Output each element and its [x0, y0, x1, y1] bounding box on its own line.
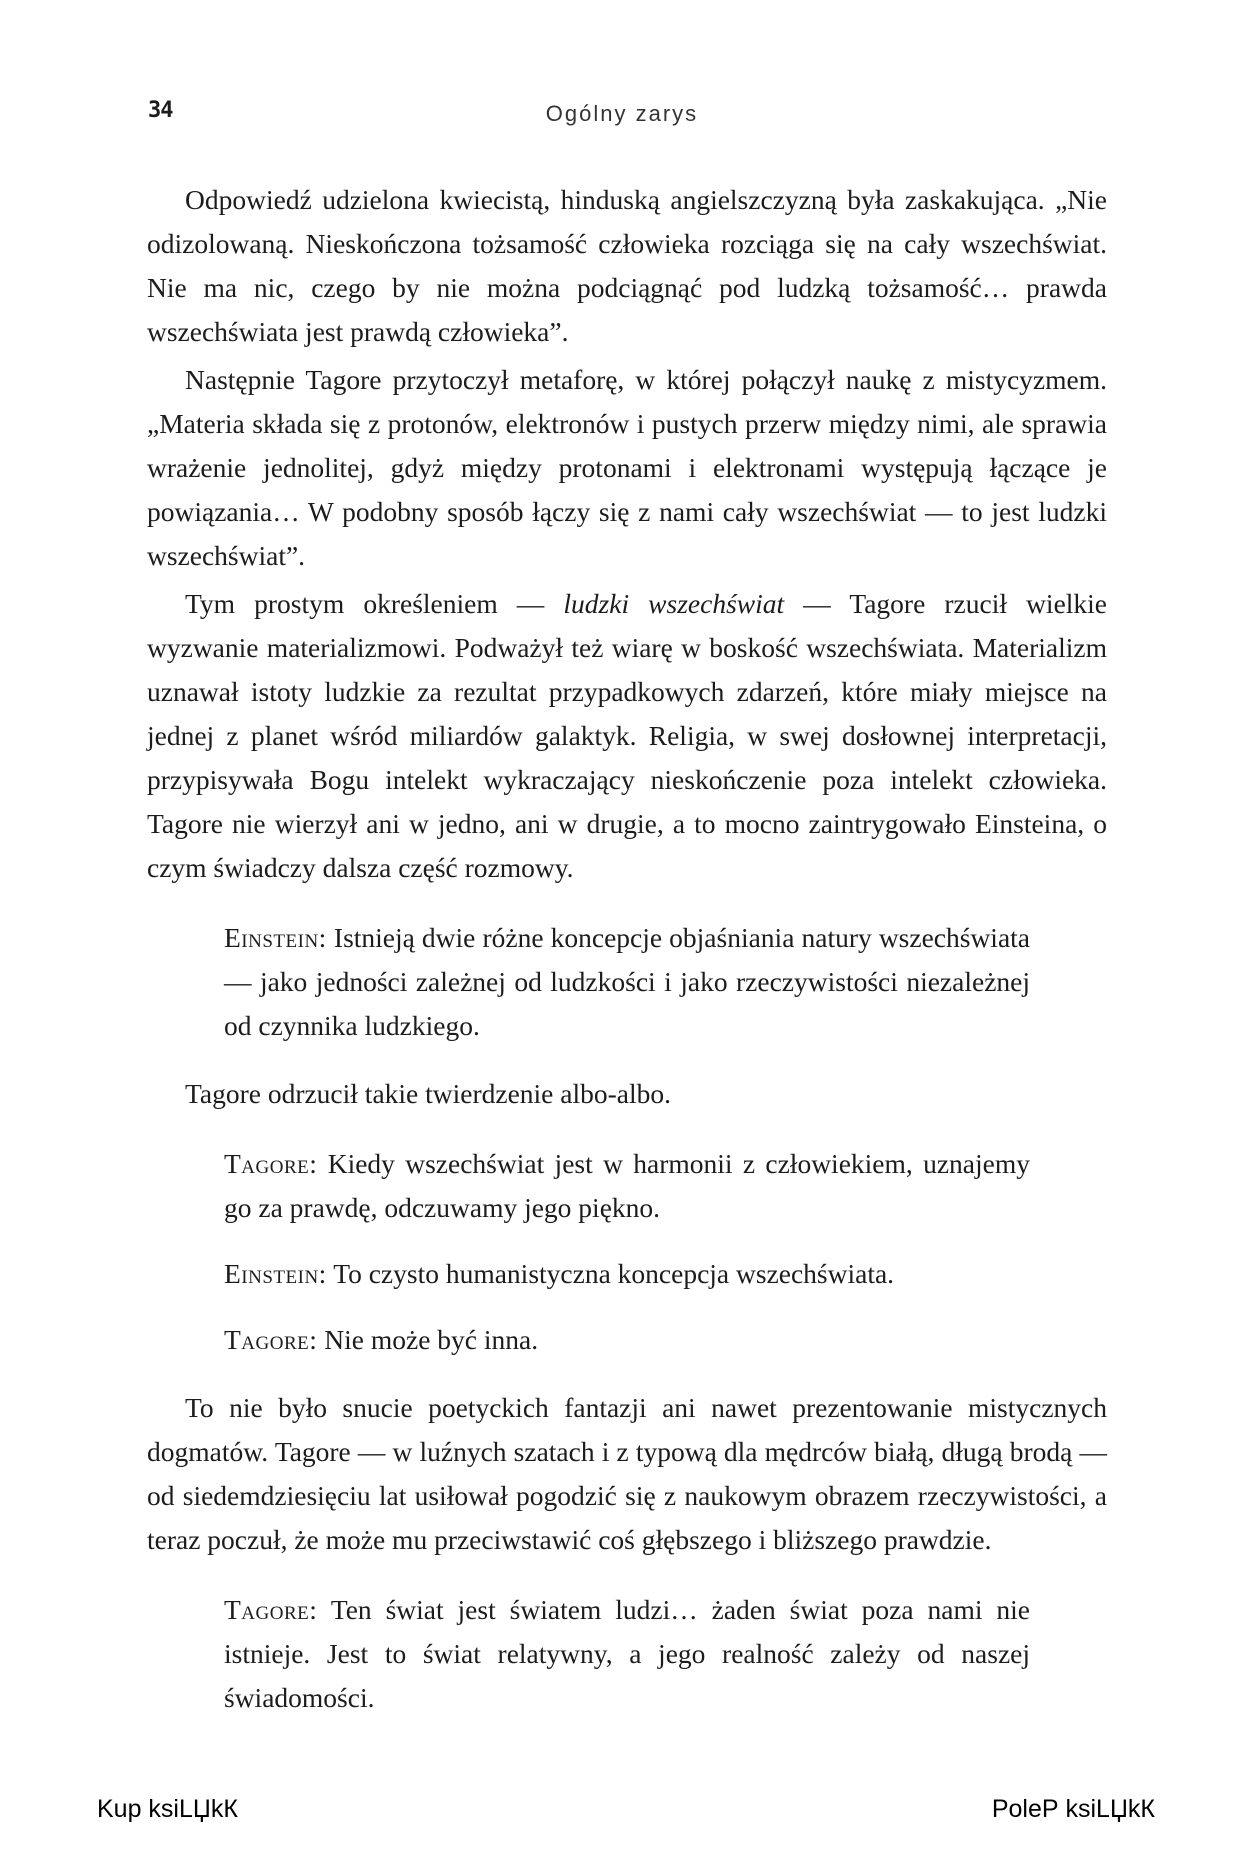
- paragraph: [147, 582, 1107, 890]
- speaker-name: Tagore:: [224, 1148, 318, 1179]
- dialogue-line: [224, 916, 1030, 1048]
- dialogue-line: [224, 1588, 1030, 1720]
- speaker-name: Einstein:: [224, 1258, 327, 1289]
- recommend-book-link[interactable]: PoleР ksiLЏkК: [991, 1795, 1155, 1823]
- dialogue-text: Ten świat jest światem ludzi… żaden świat poza nami nie istnieje. Jest to świat relatywny, a jego realność zależy od naszej świadomości.: [224, 1594, 1030, 1713]
- page-body: [147, 178, 1107, 1744]
- dialogue-block: [147, 916, 1030, 1048]
- dialogue-block: [147, 1588, 1030, 1720]
- dialogue-line: [224, 1318, 1030, 1362]
- speaker-name: Tagore:: [224, 1594, 318, 1625]
- running-header: Ogólny zarys: [545, 101, 699, 126]
- emphasis-text: ludzki wszechświat: [563, 588, 785, 619]
- dialogue-line: [224, 1142, 1030, 1230]
- dialogue-text: Istnieją dwie różne koncepcje objaśniania natury wszechświata — jako jedności zależnej od ludzkości i jako rzeczywistości niezależnej od czynnika ludzkiego.: [224, 922, 1030, 1041]
- paragraph: Następnie Tagore przytoczył metaforę, w której połączył naukę z mistycyzmem. „Materia składa się z protonów, elektronów i pustych przerw między nimi, ale sprawia wrażenie jednolitej, gdyż między protonami i elektronami występują łączące je powiązania… W podobny sposób łączy się z nami cały wszechświat — to jest ludzki wszechświat”.: [147, 364, 1107, 571]
- dialogue-text: Kiedy wszechświat jest w harmonii z człowiekiem, uznajemy go za prawdę, odczuwamy jego piękno.: [224, 1148, 1030, 1223]
- dialogue-text: Nie może być inna.: [317, 1324, 539, 1355]
- paragraph: To nie było snucie poetyckich fantazji ani nawet prezentowanie mistycznych dogmatów. Tagore — w luźnych szatach i z typową dla mędrców białą, długą brodą — od siedemdziesięciu lat usiłował pogodzić się z naukowym obrazem rzeczywistości, a teraz poczuł, że może mu przeciwstawić coś głębszego i bliższego prawdzie.: [147, 1392, 1107, 1555]
- paragraph-text: Tym prostym określeniem —: [185, 588, 564, 619]
- dialogue-text: To czysto humanistyczna koncepcja wszechświata.: [326, 1258, 895, 1289]
- paragraph: Odpowiedź udzielona kwiecistą, hinduską angielszczyzną była zaskakująca. „Nie odizolowaną. Nieskończona tożsamość człowieka rozciąga się na cały wszechświat. Nie ma nic, czego by nie można podciągnąć pod ludzką tożsamość… prawda wszechświata jest prawdą człowieka”.: [147, 184, 1107, 347]
- dialogue-block: [147, 1142, 1030, 1362]
- speaker-name: Einstein:: [224, 922, 327, 953]
- buy-book-link[interactable]: Kup ksiLЏkК: [97, 1795, 238, 1823]
- paragraph-text: — Tagore rzucił wielkie wyzwanie materializmowi. Podważył też wiarę w boskość wszechświata. Materializm uznawał istoty ludzkie za rezultat przypadkowych zdarzeń, które miały miejsce na jednej z planet wśród miliardów galaktyk. Religia, w swej dosłownej interpretacji, przypisywała Bogu intelekt wykraczający nieskończenie poza intelekt człowieka. Tagore nie wierzył ani w jedno, ani w drugie, a to mocno zaintrygowało Einsteina, o czym świadczy dalsza część rozmowy.: [147, 588, 1108, 883]
- paragraph: Tagore odrzucił takie twierdzenie albo-albo.: [185, 1078, 671, 1109]
- speaker-name: Tagore:: [224, 1324, 318, 1355]
- dialogue-line: [224, 1252, 1030, 1296]
- page-number: 34: [148, 98, 173, 123]
